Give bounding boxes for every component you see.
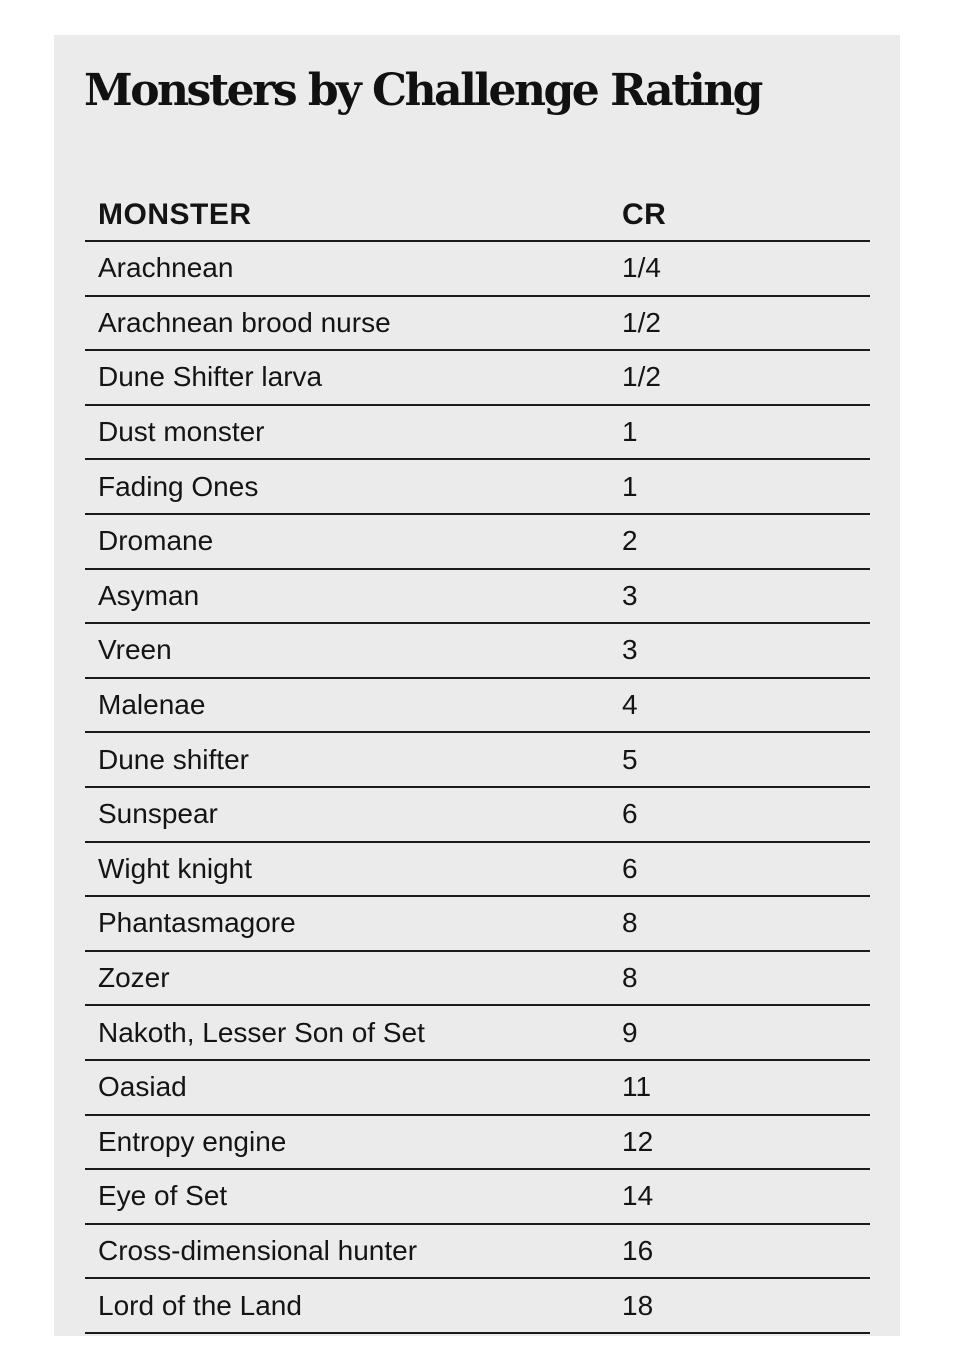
challenge-rating-cell: 9 <box>622 1016 638 1048</box>
challenge-rating-cell: 1/2 <box>622 306 661 338</box>
table-row <box>85 1225 870 1280</box>
monster-name-cell: Lord of the Land <box>98 1289 302 1321</box>
monster-name-cell: Zozer <box>98 962 170 994</box>
monster-name-cell: Arachnean brood nurse <box>98 306 391 338</box>
table-row <box>85 242 870 297</box>
monster-name-cell: Malenae <box>98 689 206 721</box>
monster-name-cell: Vreen <box>98 634 172 666</box>
challenge-rating-cell: 1 <box>622 416 638 448</box>
table-row <box>85 679 870 734</box>
table-row <box>85 1061 870 1116</box>
challenge-rating-cell: 8 <box>622 962 638 994</box>
table-header-row <box>85 185 870 242</box>
monster-name-cell: Dune Shifter larva <box>98 361 323 393</box>
monster-name-cell: Phantasmagore <box>98 907 296 939</box>
monster-name-cell: Arachnean <box>98 252 234 284</box>
challenge-rating-cell: 18 <box>622 1289 654 1321</box>
table-row <box>85 952 870 1007</box>
table-row <box>85 460 870 515</box>
challenge-rating-cell: 2 <box>622 525 638 557</box>
challenge-rating-cell: 4 <box>622 689 638 721</box>
table-row <box>85 351 870 406</box>
table-row <box>85 1116 870 1171</box>
challenge-rating-cell: 1/2 <box>622 361 661 393</box>
monster-name-cell: Dromane <box>98 525 214 557</box>
header-cr: CR <box>622 197 667 231</box>
table-row <box>85 897 870 952</box>
challenge-rating-cell: 14 <box>622 1180 654 1212</box>
monster-name-cell: Nakoth, Lesser Son of Set <box>98 1016 425 1048</box>
challenge-rating-cell: 12 <box>622 1125 654 1157</box>
table-row <box>85 788 870 843</box>
monster-name-cell: Dune shifter <box>98 743 249 775</box>
table-row <box>85 570 870 625</box>
table-row <box>85 1006 870 1061</box>
monster-name-cell: Asyman <box>98 579 200 611</box>
table-row <box>85 297 870 352</box>
challenge-rating-cell: 6 <box>622 852 638 884</box>
table-row <box>85 843 870 898</box>
table-row <box>85 406 870 461</box>
table-row <box>85 515 870 570</box>
challenge-rating-cell: 11 <box>622 1071 652 1103</box>
monster-name-cell: Eye of Set <box>98 1180 228 1212</box>
challenge-rating-cell: 3 <box>622 634 638 666</box>
challenge-rating-cell: 1/4 <box>622 252 661 284</box>
monster-name-cell: Oasiad <box>98 1071 187 1103</box>
table-title: Monsters by Challenge Rating <box>84 65 761 116</box>
monster-name-cell: Sunspear <box>98 798 218 830</box>
challenge-rating-cell: 6 <box>622 798 638 830</box>
monster-table-panel <box>54 35 900 1336</box>
monster-name-cell: Wight knight <box>98 852 253 884</box>
table-row <box>85 624 870 679</box>
header-monster: MONSTER <box>98 197 252 231</box>
table-row <box>85 1279 870 1334</box>
challenge-rating-cell: 16 <box>622 1234 654 1266</box>
challenge-rating-cell: 8 <box>622 907 638 939</box>
challenge-rating-cell: 1 <box>622 470 638 502</box>
monster-name-cell: Cross-dimensional hunter <box>98 1234 418 1266</box>
table-row <box>85 733 870 788</box>
monster-cr-table <box>85 185 870 1334</box>
monster-name-cell: Dust monster <box>98 416 265 448</box>
table-body <box>85 242 870 1334</box>
monster-name-cell: Entropy engine <box>98 1125 287 1157</box>
challenge-rating-cell: 3 <box>622 579 638 611</box>
monster-name-cell: Fading Ones <box>98 470 259 502</box>
challenge-rating-cell: 5 <box>622 743 638 775</box>
table-row <box>85 1170 870 1225</box>
